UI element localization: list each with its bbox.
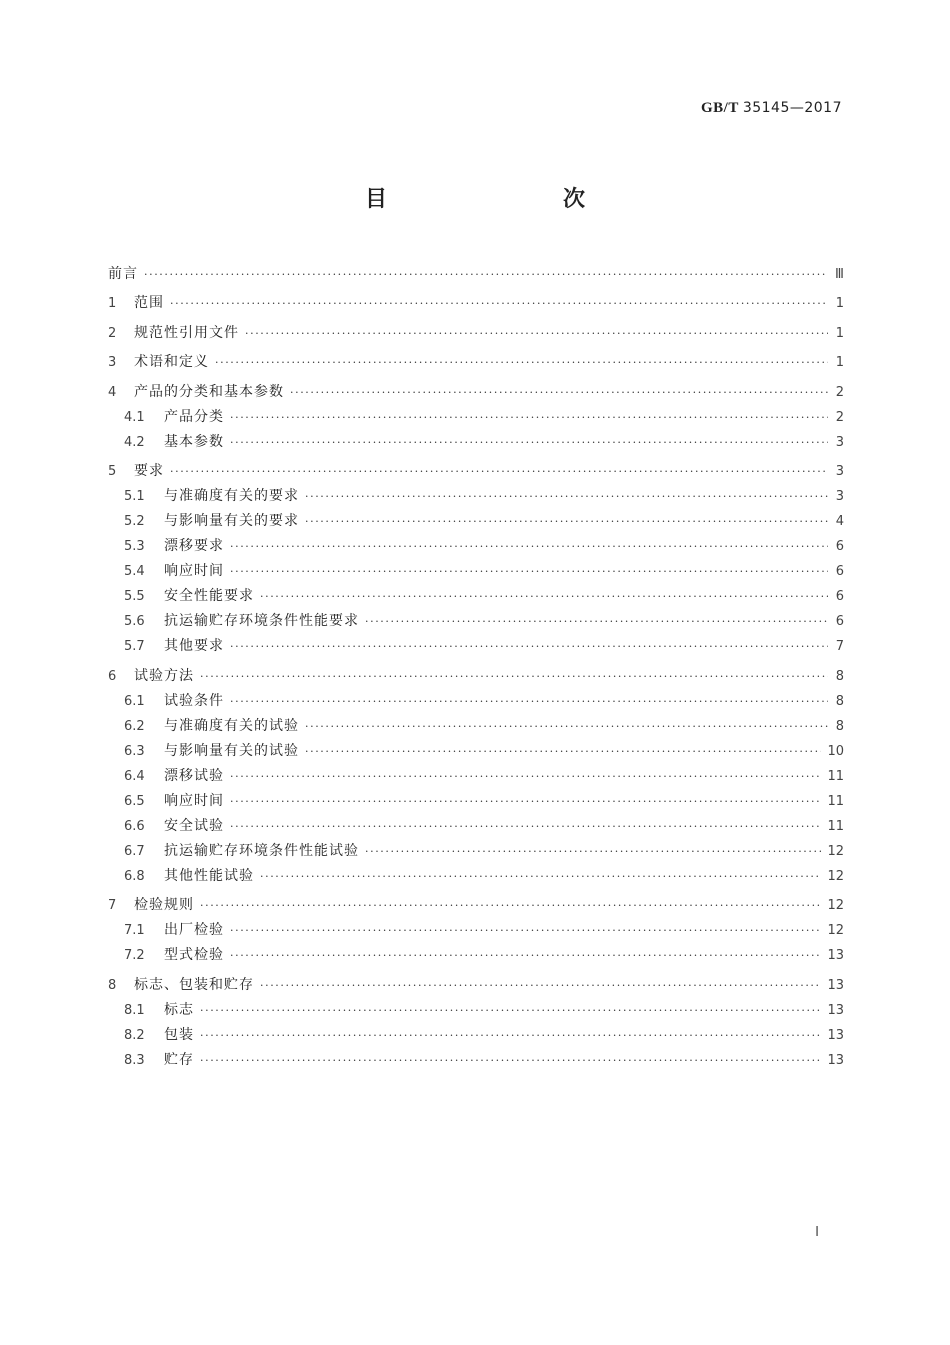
toc-entry[interactable] (108, 560, 844, 585)
toc-entry-number: 6.4 (124, 768, 145, 784)
toc-leader-dots (230, 924, 821, 937)
toc-entry-number: 8 (108, 977, 117, 993)
toc-entry[interactable] (108, 790, 844, 815)
table-of-contents (108, 258, 844, 1074)
toc-entry-number: 8.1 (124, 1002, 145, 1018)
toc-entry-number: 7.2 (124, 948, 145, 963)
toc-leader-dots (230, 640, 828, 653)
standard-number: 35145—2017 (742, 100, 842, 116)
toc-entry-page: 3 (835, 489, 844, 504)
toc-entry[interactable] (108, 431, 844, 456)
toc-entry-page: 1 (835, 355, 844, 370)
toc-entry[interactable] (108, 974, 844, 999)
toc-entry-label: 型式检验 (164, 947, 224, 963)
toc-entry-label: 规范性引用文件 (134, 324, 239, 341)
toc-entry-number: 6.8 (124, 868, 145, 884)
page-title: 目 次 (364, 187, 629, 212)
toc-entry[interactable] (108, 944, 844, 969)
toc-leader-dots (230, 565, 828, 578)
toc-entry[interactable] (108, 999, 844, 1024)
toc-entry-number: 1 (108, 296, 117, 311)
toc-entry-label: 其他要求 (164, 638, 224, 654)
toc-entry-number: 4.2 (124, 434, 145, 450)
toc-entry-label: 安全性能要求 (164, 588, 254, 604)
toc-entry-number: 8.2 (124, 1027, 145, 1043)
toc-leader-dots (230, 795, 821, 808)
toc-entry-label: 标志、包装和贮存 (134, 976, 254, 993)
toc-entry[interactable] (108, 292, 844, 317)
toc-entry-page: 6 (835, 564, 844, 579)
toc-leader-dots (170, 297, 828, 310)
toc-entry[interactable] (108, 381, 844, 406)
toc-leader-dots (144, 268, 828, 281)
toc-entry[interactable] (108, 765, 844, 790)
toc-leader-dots (290, 386, 828, 399)
toc-entry-page: 12 (827, 923, 844, 938)
toc-entry-label: 试验条件 (164, 692, 224, 709)
toc-leader-dots (230, 949, 821, 962)
toc-entry-label: 标志 (164, 1001, 194, 1018)
toc-entry-page: 13 (827, 1027, 844, 1043)
toc-entry-label: 前言 (108, 265, 138, 282)
toc-entry-page: 8 (835, 693, 844, 709)
toc-entry[interactable] (108, 740, 844, 765)
toc-entry[interactable] (108, 840, 844, 865)
toc-leader-dots (260, 590, 828, 603)
toc-entry[interactable] (108, 485, 844, 510)
toc-leader-dots (230, 820, 821, 833)
toc-entry-label: 要求 (134, 463, 164, 479)
toc-leader-dots (245, 327, 828, 340)
toc-entry-number: 6.5 (124, 793, 145, 809)
toc-entry[interactable] (108, 865, 844, 890)
toc-entry-number: 8.3 (124, 1052, 145, 1068)
toc-entry[interactable] (108, 263, 844, 288)
toc-entry[interactable] (108, 351, 844, 376)
toc-leader-dots (230, 695, 828, 708)
toc-entry-page: 12 (827, 898, 844, 913)
toc-entry-number: 6.6 (124, 818, 145, 834)
standard-code (701, 100, 842, 117)
toc-leader-dots (365, 615, 828, 628)
toc-leader-dots (200, 1054, 821, 1067)
toc-leader-dots (365, 845, 821, 858)
toc-entry-number: 4 (108, 384, 117, 400)
toc-entry-page: 7 (835, 639, 844, 654)
toc-entry-page: 13 (827, 977, 844, 993)
toc-entry-label: 与准确度有关的要求 (164, 488, 299, 504)
toc-leader-dots (305, 745, 821, 758)
toc-entry-label: 范围 (134, 295, 164, 311)
toc-entry-number: 3 (108, 355, 117, 370)
toc-entry-label: 其他性能试验 (164, 867, 254, 884)
toc-entry-number: 6.3 (124, 743, 145, 759)
toc-entry-page: 2 (835, 409, 844, 425)
toc-leader-dots (305, 490, 828, 503)
toc-entry-number: 5.4 (124, 564, 145, 579)
toc-entry-label: 产品的分类和基本参数 (134, 383, 284, 400)
toc-entry[interactable] (108, 535, 844, 560)
toc-entry-label: 贮存 (164, 1051, 194, 1068)
toc-entry-number: 6.1 (124, 693, 145, 709)
toc-entry-label: 漂移要求 (164, 538, 224, 554)
toc-leader-dots (200, 1004, 821, 1017)
toc-leader-dots (200, 899, 821, 912)
toc-entry-page: 10 (827, 743, 844, 759)
toc-entry-label: 检验规则 (134, 897, 194, 913)
toc-entry-page: 6 (835, 539, 844, 554)
toc-leader-dots (200, 1029, 821, 1042)
toc-entry[interactable] (108, 406, 844, 431)
toc-leader-dots (170, 465, 828, 478)
toc-entry-number: 5.7 (124, 639, 145, 654)
toc-leader-dots (260, 979, 821, 992)
toc-leader-dots (200, 670, 828, 683)
toc-entry-page: 11 (827, 768, 844, 784)
toc-leader-dots (230, 411, 828, 424)
toc-entry-number: 7 (108, 898, 117, 913)
toc-entry[interactable] (108, 1049, 844, 1074)
toc-leader-dots (230, 540, 828, 553)
toc-entry-page: 6 (835, 589, 844, 604)
toc-entry-page: 3 (835, 434, 844, 450)
toc-entry-page: 11 (827, 818, 844, 834)
toc-entry-page: Ⅲ (835, 266, 844, 282)
toc-entry[interactable] (108, 894, 844, 919)
toc-entry[interactable] (108, 815, 844, 840)
toc-entry-label: 与影响量有关的要求 (164, 513, 299, 529)
toc-entry-number: 6.2 (124, 718, 145, 734)
toc-entry-number: 2 (108, 325, 117, 341)
toc-entry-label: 抗运输贮存环境条件性能要求 (164, 613, 359, 629)
toc-entry-number: 5.3 (124, 539, 145, 554)
toc-leader-dots (230, 436, 828, 449)
toc-entry[interactable] (108, 690, 844, 715)
toc-entry-label: 出厂检验 (164, 922, 224, 938)
toc-entry[interactable] (108, 919, 844, 944)
toc-entry-number: 5 (108, 464, 117, 479)
toc-entry[interactable] (108, 460, 844, 485)
standard-prefix: GB/T (701, 100, 739, 116)
toc-entry-page: 12 (827, 868, 844, 884)
toc-entry-label: 与影响量有关的试验 (164, 742, 299, 759)
toc-entry-label: 术语和定义 (134, 354, 209, 370)
toc-entry[interactable] (108, 635, 844, 660)
toc-entry-page: 11 (827, 793, 844, 809)
toc-entry-label: 产品分类 (164, 408, 224, 425)
toc-entry-page: 12 (827, 843, 844, 859)
toc-entry-number: 7.1 (124, 923, 145, 938)
toc-entry[interactable] (108, 322, 844, 347)
toc-entry-page: 4 (835, 514, 844, 529)
toc-entry-page: 13 (827, 948, 844, 963)
toc-leader-dots (305, 720, 828, 733)
toc-entry-number: 5.1 (124, 489, 145, 504)
toc-entry-page: 1 (835, 296, 844, 311)
toc-entry-page: 13 (827, 1052, 844, 1068)
toc-leader-dots (305, 515, 828, 528)
toc-entry-label: 响应时间 (164, 792, 224, 809)
toc-entry[interactable] (108, 665, 844, 690)
toc-entry-page: 8 (835, 718, 844, 734)
toc-entry-label: 抗运输贮存环境条件性能试验 (164, 842, 359, 859)
toc-entry[interactable] (108, 610, 844, 635)
toc-leader-dots (230, 770, 821, 783)
toc-leader-dots (260, 870, 821, 883)
toc-entry[interactable] (108, 585, 844, 610)
toc-entry-page: 13 (827, 1002, 844, 1018)
toc-entry-page: 8 (835, 668, 844, 684)
toc-entry-number: 5.2 (124, 514, 145, 529)
toc-entry-page: 2 (835, 384, 844, 400)
toc-entry-label: 包装 (164, 1026, 194, 1043)
toc-entry-label: 与准确度有关的试验 (164, 717, 299, 734)
toc-entry-label: 响应时间 (164, 563, 224, 579)
toc-entry[interactable] (108, 1024, 844, 1049)
toc-entry-label: 漂移试验 (164, 767, 224, 784)
toc-entry-number: 6.7 (124, 843, 145, 859)
toc-entry-page: 1 (835, 325, 844, 341)
toc-entry-page: 3 (835, 464, 844, 479)
toc-entry-number: 4.1 (124, 409, 145, 425)
toc-entry-label: 安全试验 (164, 817, 224, 834)
toc-entry[interactable] (108, 715, 844, 740)
toc-entry-number: 5.5 (124, 589, 145, 604)
toc-entry-label: 基本参数 (164, 433, 224, 450)
toc-entry-page: 6 (835, 614, 844, 629)
toc-entry[interactable] (108, 510, 844, 535)
toc-leader-dots (215, 356, 828, 369)
toc-entry-number: 6 (108, 668, 117, 684)
toc-entry-number: 5.6 (124, 614, 145, 629)
page-number: Ⅰ (815, 1225, 820, 1240)
toc-entry-label: 试验方法 (134, 667, 194, 684)
